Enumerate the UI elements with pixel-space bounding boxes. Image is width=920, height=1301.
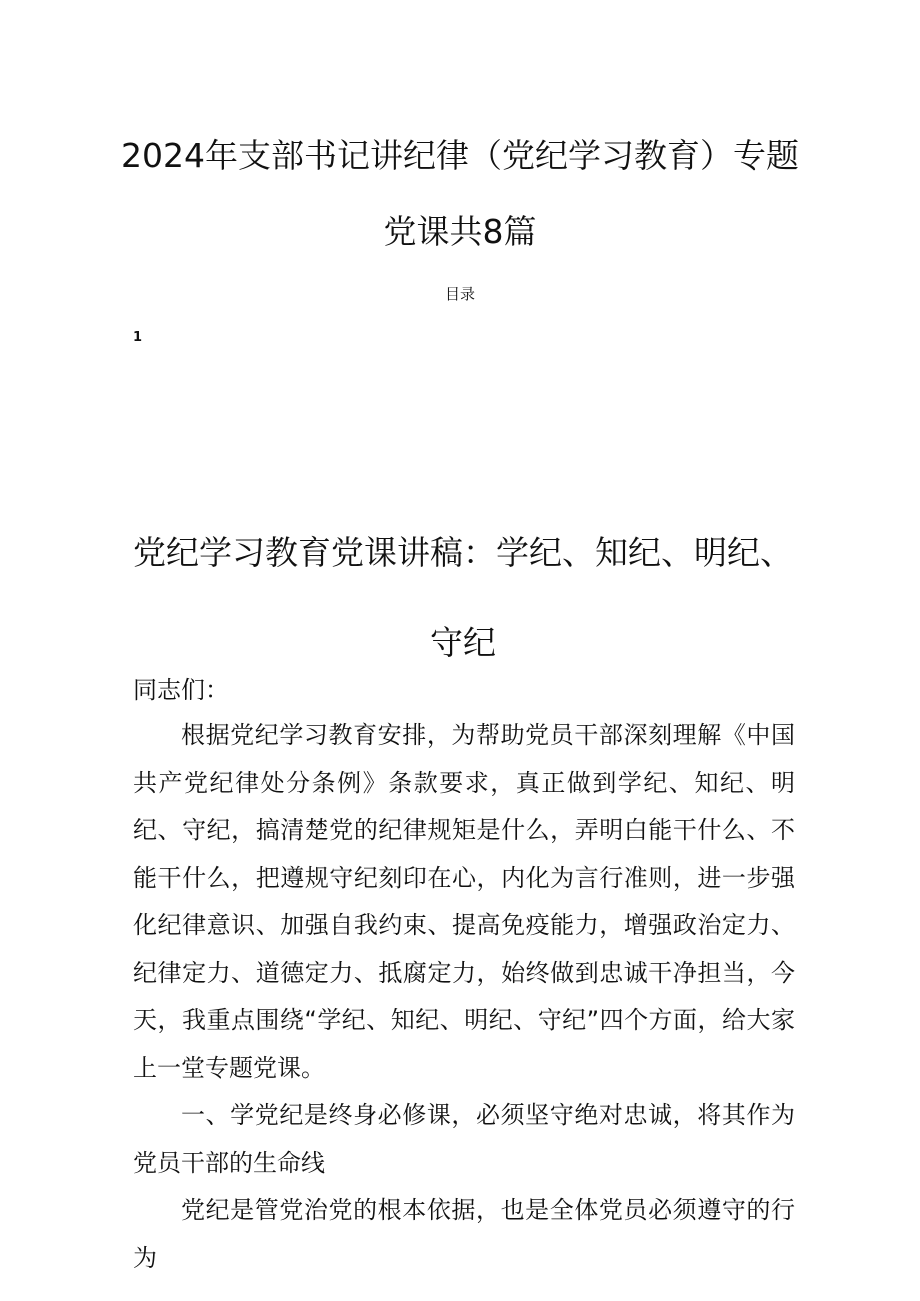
article-title-line1: 党纪学习教育党课讲稿：学纪、知纪、明纪、 xyxy=(133,533,793,572)
toc-heading: 目录 xyxy=(444,285,475,303)
salutation: 同志们： xyxy=(133,676,229,704)
article-title xyxy=(133,508,793,688)
body-paragraph-section-heading: 一、学党纪是终身必修课，必须坚守绝对忠诚，将其作为党员干部的生命线 xyxy=(133,1101,795,1177)
article-title-line2: 守纪 xyxy=(430,623,496,662)
body-paragraph-intro: 根据党纪学习教育安排，为帮助党员干部深刻理解《中国共产党纪律处分条例》条款要求，真正做到学纪、知纪、明纪、守纪，搞清楚党的纪律规矩是什么，弄明白能干什么、不能干什么，把遵规守纪刻印在心，内化为言行准则，进一步强化纪律意识、加强自我约束、提高免疫能力，增强政治定力、纪律定力、道德定力、抵腐定力，始终做到忠诚干净担当，今天，我重点围绕“学纪、知纪、明纪、守纪”四个方面，给大家上一堂专题党课。 xyxy=(133,721,795,1082)
article-body xyxy=(133,712,795,1282)
body-paragraph: 党纪是管党治党的根本依据，也是全体党员必须遵守的行为 xyxy=(133,1196,795,1272)
toc-item-number: 1 xyxy=(133,330,143,345)
document-title: 2024年支部书记讲纪律（党纪学习教育）专题党课共8篇 xyxy=(121,136,799,251)
